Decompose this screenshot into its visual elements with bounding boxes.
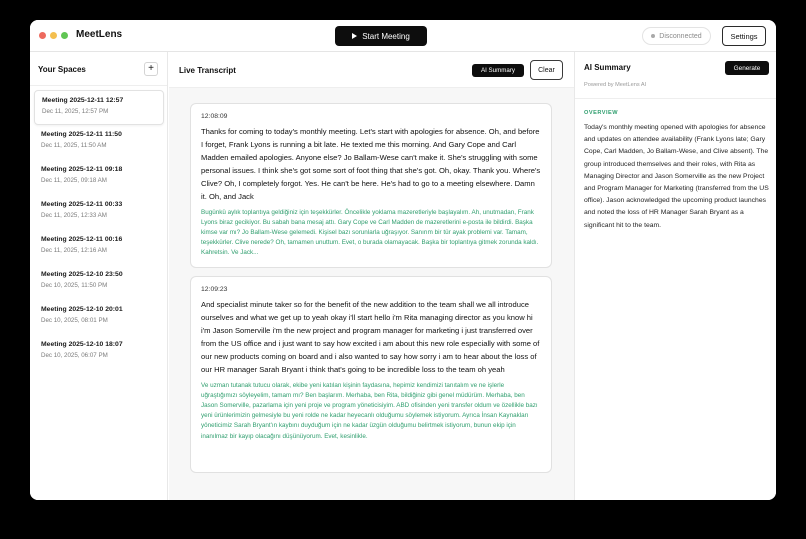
space-date: Dec 11, 2025, 12:16 AM — [41, 247, 107, 254]
ai-summary-panel — [574, 52, 776, 500]
space-date: Dec 11, 2025, 12:57 PM — [42, 108, 109, 115]
space-item[interactable] — [34, 265, 164, 300]
overview-label: OVERVIEW — [584, 110, 619, 116]
space-date: Dec 10, 2025, 11:50 PM — [41, 282, 108, 289]
summary-header — [575, 52, 776, 99]
space-item[interactable] — [34, 160, 164, 195]
overview-text: Today's monthly meeting opened with apologies for absence and updates on attendee availability (Frank Lyons late; Gary Cope, Carl Madden, Jo Ballam-Wese, and Clive absent). The group introduced themselves and their roles, with Rita as Managing Director and Jason Somerville as the new Project and Program Manager for Marketing (transferred from the US office). Jason acknowledged the upcoming product launches and noted the loss of HR Manager Sarah Bryant as a significant hit to the team. — [584, 124, 769, 229]
space-name: Meeting 2025-12-11 00:16 — [41, 236, 123, 243]
space-name: Meeting 2025-12-11 12:57 — [42, 97, 124, 104]
transcript-timestamp: 12:09:23 — [201, 286, 228, 293]
ai-summary-button[interactable]: AI Summary — [472, 64, 524, 77]
space-item[interactable] — [34, 195, 164, 230]
transcript-header — [169, 52, 574, 88]
space-date: Dec 11, 2025, 11:50 AM — [41, 142, 107, 149]
window-controls — [39, 32, 68, 39]
space-name: Meeting 2025-12-10 23:50 — [41, 271, 123, 278]
status-dot-icon — [651, 34, 655, 38]
sidebar-title: Your Spaces — [38, 65, 86, 74]
space-date: Dec 10, 2025, 06:07 PM — [41, 352, 108, 359]
space-name: Meeting 2025-12-11 09:18 — [41, 166, 123, 173]
transcript-translation: Ve uzman tutanak tutucu olarak, ekibe yeni katılan kişinin faydasına, hepimiz kendimizi tanıtalım ve ne işlerle uğraştığımızı söyleyelim, tamam mı? Ben başlarım. Merhaba, ben Rita, bildiğiniz gibi genel müdürüm. Merhaba, ben Jason Somerville, pazarlama için yeni proje ve program yöneticisiyim. ABD ofisinden yeni transfer oldum ve özellikle bazı yeni ürünlerimizin gelmesiyle bu yeni rolde ne kadar heyecanlı olduğumu söylemek istiyorum. Ayrıca İnsan Kaynakları yöneticimiz Sarah Bryant'ın kaybını duyduğum için ne kadar üzgün olduğumu belirtmek istiyorum, bunun ekip için inanılmaz bir kayıp olacağını düşünüyorum. Evet, kesinlikle. — [201, 381, 538, 440]
connection-status-text: Disconnected — [659, 32, 702, 40]
transcript-card — [190, 276, 552, 473]
transcript-card — [190, 103, 552, 268]
space-item[interactable] — [34, 230, 164, 265]
maximize-window-icon[interactable] — [61, 32, 68, 39]
settings-button[interactable]: Settings — [722, 26, 766, 46]
sidebar-header — [30, 52, 167, 86]
connection-status-badge — [642, 27, 711, 45]
space-date: Dec 11, 2025, 12:33 AM — [41, 212, 107, 219]
transcript-title: Live Transcript — [179, 66, 236, 75]
space-name: Meeting 2025-12-10 18:07 — [41, 341, 123, 348]
space-item[interactable] — [34, 125, 164, 160]
summary-subtitle: Powered by MeetLens AI — [584, 82, 647, 88]
space-item[interactable] — [34, 90, 164, 125]
transcript-translation: Bugünkü aylık toplantıya geldiğiniz için teşekkürler. Öncelikle yoklama mazeretleriyle başlayalım. Ah, unutmadan, Frank Lyons biraz gecikiyor. Bu sabah bana mesaj attı. Gary Cope ve Carl Madden de mazeretlerini e-posta ile bildirdi. Başka kimse var mı? Jo Ballam-Wese gelemedi. Kişisel bazı sorunlarla uğraşıyor. Sanırım bir tür ayak problemi var. Tamam, teşekkürler. Clive nerede? Oh, tamamen unuttum. Evet, o burada olamayacak. Başka bir toplantıya gitmek zorunda kaldı. Kahretsin. Ve Jack... — [201, 208, 539, 257]
start-meeting-label: Start Meeting — [362, 31, 410, 41]
transcript-text: Thanks for coming to today's monthly meeting. Let's start with apologies for absence. Oh, and before I forget, Frank Lyons is running a bit late. He texted me this morning. And Gary Cope and Carl Madden emailed apologies. Anyone else? Jo Ballam-Wese can't make it. She's struggling with some personal issues. I think she's got some sort of foot thing that she's got. Oh, okay. Thank you. Where's Clive? Oh, I completely forgot. Yes. He can't be here. He's had to go to a meeting elsewhere. Damn it. Oh, and Jack — [201, 127, 541, 202]
title-bar — [30, 20, 776, 52]
close-window-icon[interactable] — [39, 32, 46, 39]
space-list — [34, 90, 164, 370]
space-date: Dec 10, 2025, 08:01 PM — [41, 317, 108, 324]
clear-button[interactable]: Clear — [530, 60, 563, 80]
space-date: Dec 11, 2025, 09:18 AM — [41, 177, 107, 184]
transcript-text: And specialist minute taker so for the benefit of the new addition to the team shall we all introduce ourselves and what we get up to yeah okay i'll start hello i'm Rita managing director as you know hi i'm Jason Somerville i'm the new project and program manager for marketing i just transferred over from the US office and i just want to say how excited i am about this new role especially with some of our new products coming on board and i also wanted to say how sorry i am to hear about the loss of our HR manager Sarah Bryant i think that's going to be incredible loss to the team oh yeah — [201, 300, 540, 375]
summary-title: AI Summary — [584, 63, 631, 72]
minimize-window-icon[interactable] — [50, 32, 57, 39]
start-meeting-button[interactable] — [335, 26, 427, 46]
generate-button[interactable]: Generate — [725, 61, 769, 75]
space-item[interactable] — [34, 335, 164, 370]
app-title: MeetLens — [76, 29, 123, 40]
space-name: Meeting 2025-12-10 20:01 — [41, 306, 123, 313]
space-name: Meeting 2025-12-11 11:50 — [41, 131, 122, 138]
plus-icon: + — [148, 63, 154, 74]
add-space-button[interactable] — [144, 62, 158, 76]
transcript-panel — [169, 52, 574, 500]
spaces-sidebar — [30, 52, 168, 500]
app-window — [30, 20, 776, 500]
play-icon — [352, 33, 357, 39]
space-item[interactable] — [34, 300, 164, 335]
space-name: Meeting 2025-12-11 00:33 — [41, 201, 123, 208]
transcript-timestamp: 12:08:09 — [201, 113, 228, 120]
